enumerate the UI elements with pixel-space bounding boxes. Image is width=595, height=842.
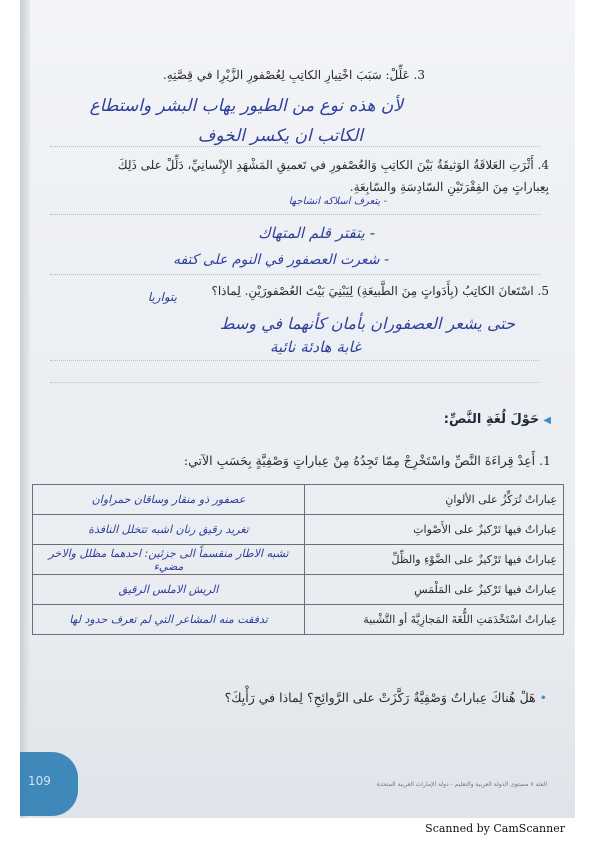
question-5-text: 5. اسْتَعانَ الكاتِبُ (بِأَدَواتٍ مِنَ الطَّبيعَةِ) لِيَبْنِيَ بَيْتَ العُصْفورَيْنِ. لِماذا؟ [211, 284, 549, 298]
table-row [33, 575, 564, 605]
table-row [33, 605, 564, 635]
question-3-answer-line-1: لأن هذه نوع من الطيور يهاب البشر واستطاع [89, 96, 403, 116]
page-shadow-edge [20, 0, 30, 818]
question-4-answer-line-2: - شعرت العصفور في النوم على كتفه [172, 252, 389, 268]
table-row-answer: تغريد رقيق رنان اشبه تتخلل النافذة [33, 515, 305, 545]
question-4-text-line-1: 4. أَثْرَتِ العَلاقَةُ الوَثيقَةُ بَيْنَ الكاتِبِ وَالعُصْفورِ في تَعميقِ المَشْهَدِ الإِنْسانِيِّ، دَلِّلْ على ذَلِكَ [117, 158, 549, 172]
answer-line [50, 382, 540, 383]
page-footer: الفئة ٧ مستوى الدولة العربية والتعليم - دولة الإمارات العربية المتحدة [376, 781, 547, 788]
page-number: 109 [28, 774, 51, 788]
table-row-answer: الريش الاملس الرقيق [33, 575, 305, 605]
table-row-label: عِباراتٌ تُرَكِّزُ على الألوانِ [305, 485, 564, 515]
page-number-badge [20, 752, 78, 816]
table-row-label: عِباراتٌ فيها تَرْكيزٌ على الأَصْواتِ [305, 515, 564, 545]
question-5-answer-line-2: غابة هادئة نائية [269, 338, 361, 356]
table-row [33, 545, 564, 575]
table-row-label: عِباراتٌ اسْتَخْدَمَتِ اللُّغَةَ المَجازِيَّةَ أو التَّشْبيهَ [305, 605, 564, 635]
bullet-dot-icon: • [539, 690, 547, 705]
question-4-text-line-2: بِعِباراتٍ مِنَ الفِقْرَتَيْنِ السّادِسَةِ والسّابِعَةِ. [349, 180, 549, 194]
answer-line [50, 214, 540, 215]
question-3-text: 3. عَلِّلْ: سَبَبَ اخْتِيارِ الكاتِبِ لِعُصْفورِ الزَّيْرِا في قِصَّتِهِ. [162, 68, 425, 82]
bullet-question [225, 690, 547, 705]
task-1-text: 1. أَعِدْ قِراءَةَ النَّصِّ واسْتَخْرِجْ مِمّا تَجِدُهُ مِنْ عِباراتٍ وَصْفِيَّةٍ بِحَسَبِ الآتي: [183, 453, 551, 468]
answer-line [50, 274, 540, 275]
table-row-label: عِباراتٌ فيها تَرْكيزٌ على المَلْمَسِ [305, 575, 564, 605]
question-4-answer-line-1: - يتقتر قلم المتهاك [258, 224, 375, 242]
table-row-label: عِباراتٌ فيها تَرْكيزٌ على الضَّوْءِ والظِّلِّ [305, 545, 564, 575]
question-4-answer-small: - يتعرف اسلاكه انشاجها [288, 196, 387, 207]
descriptive-phrases-table [32, 484, 564, 635]
answer-line [50, 146, 540, 147]
question-3-answer-line-2: الكاتب ان يكسر الخوف [197, 126, 363, 146]
section-title: حَوْلَ لُغَةِ النَّصِّ: [443, 412, 540, 427]
question-5-answer-line-1: حتى يشعر العصفوران بأمان كأنهما في وسط [219, 314, 515, 333]
bullet-question-text: هَلْ هُناكَ عِباراتٌ وَصْفِيَّةٌ رَكَّزَتْ على الرَّوائِحِ؟ لِماذا في رَأْيِكَ؟ [224, 690, 536, 705]
triangle-bullet-icon: ◀ [543, 415, 551, 426]
section-heading [444, 412, 551, 427]
table-row-answer: تدفقت منه المشاعر التي لم تعرف حدود لها [33, 605, 305, 635]
table-row [33, 485, 564, 515]
scanner-watermark: Scanned by CamScanner [425, 822, 565, 835]
table-row-answer: عصفور ذو منقار وساقان حمراوان [33, 485, 305, 515]
table-row-answer: تشبه الاطار منقسماً الى جزئين: احدهما مظلل والاخر مضيء [33, 545, 305, 575]
answer-line [50, 360, 540, 361]
table-row [33, 515, 564, 545]
question-5-answer-margin: يتواريا [147, 290, 177, 304]
